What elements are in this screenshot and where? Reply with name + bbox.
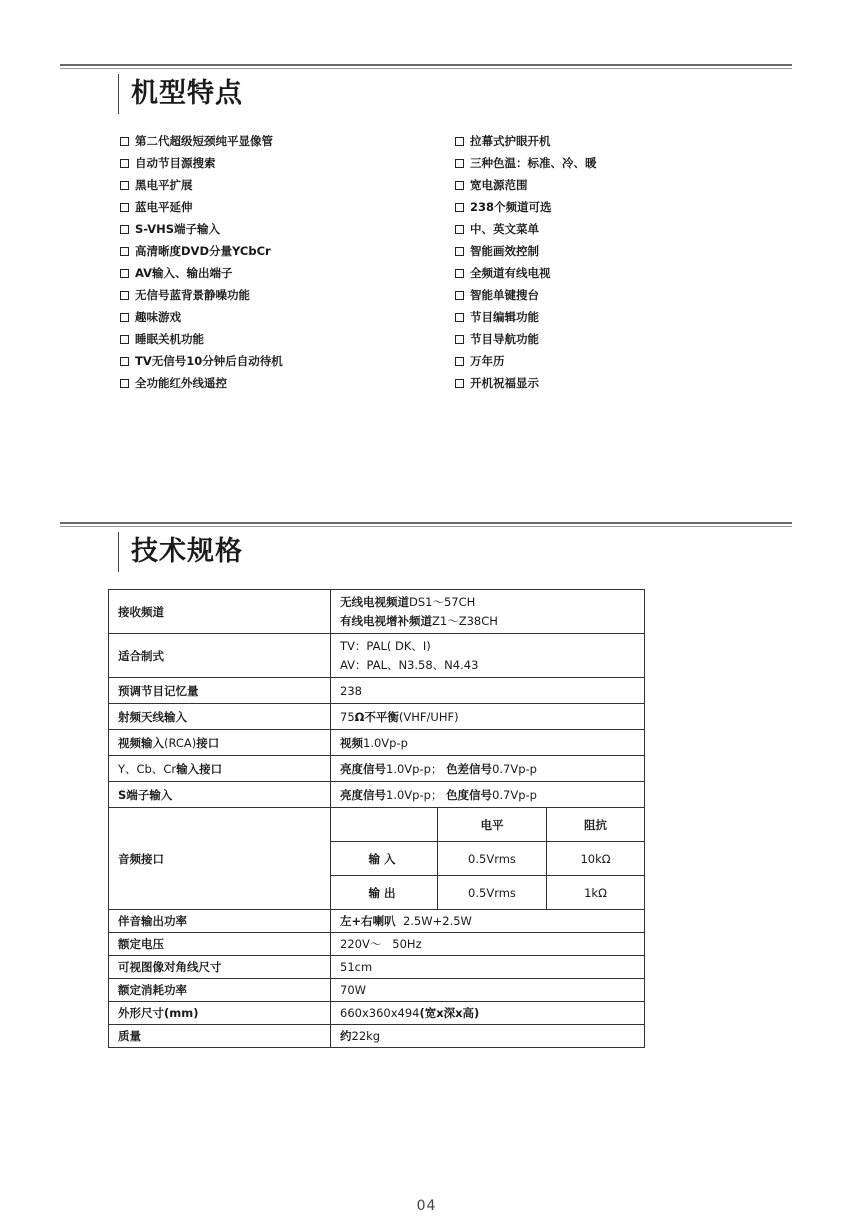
- feature-item: 无信号蓝背景静噪功能: [120, 284, 283, 306]
- spec-value: 亮度信号1.0Vp-p； 色差信号0.7Vp-p: [331, 756, 645, 782]
- feature-item: 智能单键搜台: [455, 284, 597, 306]
- features-left-column: [120, 130, 283, 394]
- feature-item: 自动节目源搜索: [120, 152, 283, 174]
- spec-value: 约22kg: [331, 1025, 645, 1048]
- feature-item: 全功能红外线遥控: [120, 372, 283, 394]
- checkbox-icon: [120, 357, 129, 366]
- spec-label: 伴音输出功率: [109, 910, 331, 933]
- spec-value: 238: [331, 678, 645, 704]
- table-row: [109, 1025, 645, 1048]
- table-row: [109, 730, 645, 756]
- features-title: 机型特点: [118, 74, 243, 114]
- checkbox-icon: [120, 137, 129, 146]
- spec-value: 51cm: [331, 956, 645, 979]
- feature-item: 238个频道可选: [455, 196, 597, 218]
- feature-item: 三种色温：标准、冷、暖: [455, 152, 597, 174]
- spec-value: 亮度信号1.0Vp-p； 色度信号0.7Vp-p: [331, 782, 645, 808]
- audio-output-impedance: 1kΩ: [547, 876, 645, 910]
- checkbox-icon: [455, 379, 464, 388]
- spec-label: 可视图像对角线尺寸: [109, 956, 331, 979]
- spec-label: 音频接口: [109, 808, 331, 910]
- table-row: [109, 933, 645, 956]
- spec-value: 70W: [331, 979, 645, 1002]
- top-divider: [60, 64, 792, 69]
- spec-value: 视频1.0Vp-p: [331, 730, 645, 756]
- spec-label: 射频天线输入: [109, 704, 331, 730]
- table-row: [109, 634, 645, 678]
- checkbox-icon: [455, 335, 464, 344]
- feature-item: 蓝电平延伸: [120, 196, 283, 218]
- spec-label: Y、Cb、Cr输入接口: [109, 756, 331, 782]
- checkbox-icon: [120, 247, 129, 256]
- spec-label: 预调节目记忆量: [109, 678, 331, 704]
- table-row: [109, 956, 645, 979]
- spec-label: 外形尺寸(mm): [109, 1002, 331, 1025]
- table-row: [109, 979, 645, 1002]
- table-row: [109, 678, 645, 704]
- checkbox-icon: [455, 291, 464, 300]
- spec-table: [108, 589, 645, 1048]
- feature-item: AV输入、输出端子: [120, 262, 283, 284]
- audio-output-label: 输出: [331, 876, 438, 910]
- checkbox-icon: [120, 291, 129, 300]
- feature-item: 趣味游戏: [120, 306, 283, 328]
- feature-item: 宽电源范围: [455, 174, 597, 196]
- checkbox-icon: [455, 137, 464, 146]
- feature-item: S-VHS端子输入: [120, 218, 283, 240]
- spec-value: TV：PAL( DK、I) AV：PAL、N3.58、N4.43: [331, 634, 645, 678]
- spec-label: 额定电压: [109, 933, 331, 956]
- table-row: [109, 590, 645, 634]
- checkbox-icon: [120, 225, 129, 234]
- checkbox-icon: [120, 181, 129, 190]
- spec-label: 视频输入(RCA)接口: [109, 730, 331, 756]
- specs-title: 技术规格: [118, 532, 243, 572]
- feature-item: 中、英文菜单: [455, 218, 597, 240]
- checkbox-icon: [455, 269, 464, 278]
- audio-input-impedance: 10kΩ: [547, 842, 645, 876]
- spec-label: 接收频道: [109, 590, 331, 634]
- checkbox-icon: [455, 313, 464, 322]
- checkbox-icon: [120, 313, 129, 322]
- page-number: 04: [416, 1198, 437, 1214]
- feature-item: 全频道有线电视: [455, 262, 597, 284]
- table-row: [109, 808, 645, 842]
- spec-value: 220V～ 50Hz: [331, 933, 645, 956]
- checkbox-icon: [120, 159, 129, 168]
- table-row: [109, 1002, 645, 1025]
- audio-output-level: 0.5Vrms: [438, 876, 547, 910]
- table-row: [109, 910, 645, 933]
- checkbox-icon: [455, 357, 464, 366]
- table-row: [109, 704, 645, 730]
- checkbox-icon: [455, 225, 464, 234]
- spec-value: 75Ω不平衡(VHF/UHF): [331, 704, 645, 730]
- feature-item: 节目导航功能: [455, 328, 597, 350]
- table-row: [109, 756, 645, 782]
- audio-input-level: 0.5Vrms: [438, 842, 547, 876]
- feature-item: 拉幕式护眼开机: [455, 130, 597, 152]
- spec-value: 无线电视频道DS1～57CH 有线电视增补频道Z1～Z38CH: [331, 590, 645, 634]
- checkbox-icon: [120, 335, 129, 344]
- feature-item: 节目编辑功能: [455, 306, 597, 328]
- spec-label: 适合制式: [109, 634, 331, 678]
- checkbox-icon: [120, 203, 129, 212]
- audio-col-impedance: 阻抗: [547, 808, 645, 842]
- feature-item: TV无信号10分钟后自动待机: [120, 350, 283, 372]
- table-row: [109, 782, 645, 808]
- spec-value: 左+右喇叭 2.5W+2.5W: [331, 910, 645, 933]
- checkbox-icon: [455, 247, 464, 256]
- spec-value: 660x360x494(宽x深x高): [331, 1002, 645, 1025]
- checkbox-icon: [455, 181, 464, 190]
- feature-item: 高清晰度DVD分量YCbCr: [120, 240, 283, 262]
- spec-label: 质量: [109, 1025, 331, 1048]
- feature-item: 睡眠关机功能: [120, 328, 283, 350]
- spec-label: S端子输入: [109, 782, 331, 808]
- audio-col-level: 电平: [438, 808, 547, 842]
- feature-item: 开机祝福显示: [455, 372, 597, 394]
- checkbox-icon: [455, 203, 464, 212]
- feature-item: 万年历: [455, 350, 597, 372]
- feature-item: 黑电平扩展: [120, 174, 283, 196]
- checkbox-icon: [120, 269, 129, 278]
- checkbox-icon: [120, 379, 129, 388]
- checkbox-icon: [455, 159, 464, 168]
- middle-divider: [60, 522, 792, 527]
- feature-item: 智能画效控制: [455, 240, 597, 262]
- features-right-column: [455, 130, 597, 394]
- feature-item: 第二代超级短颈纯平显像管: [120, 130, 283, 152]
- spec-label: 额定消耗功率: [109, 979, 331, 1002]
- audio-input-label: 输入: [331, 842, 438, 876]
